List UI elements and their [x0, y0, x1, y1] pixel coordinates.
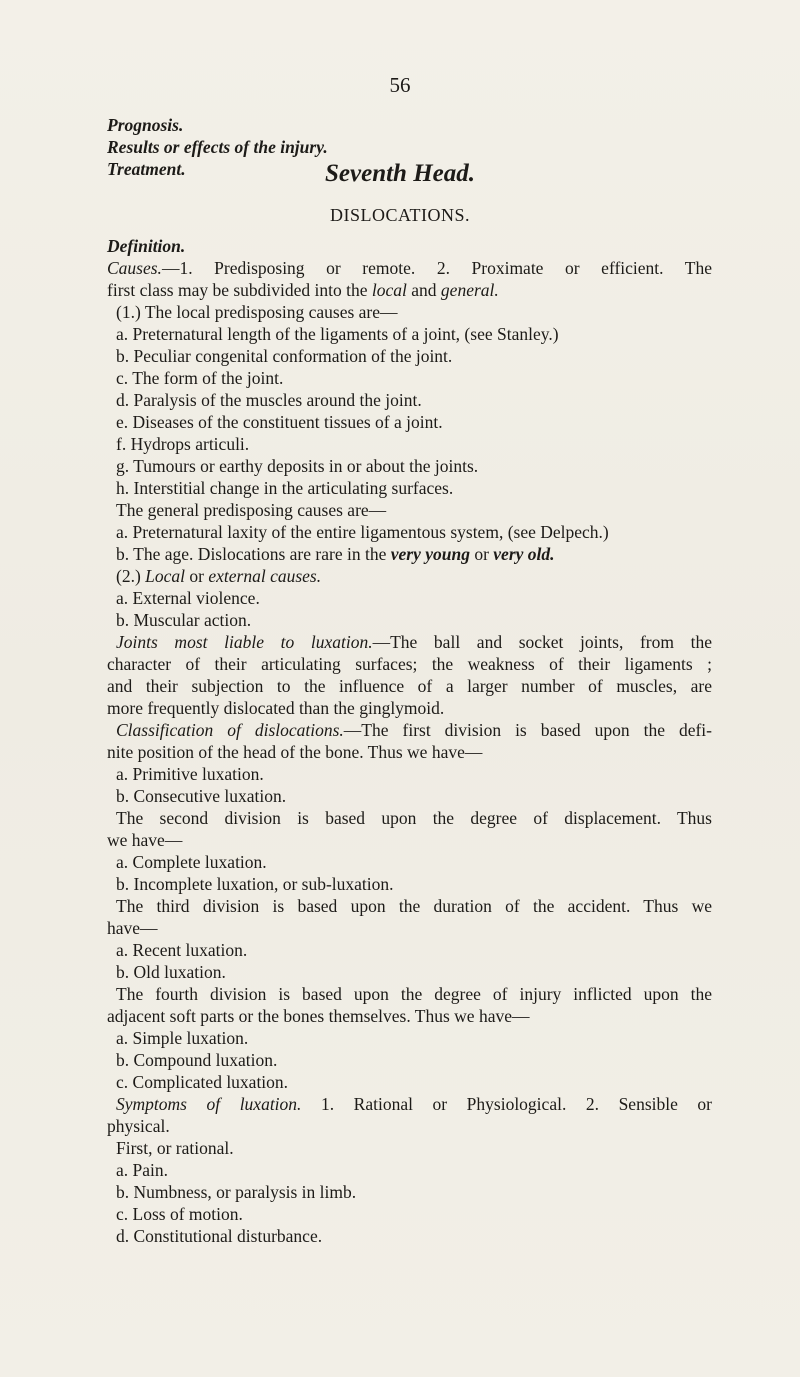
- classification-label: Classification of dislocations.: [116, 720, 344, 740]
- general-causes-heading: The general predisposing causes are—: [116, 500, 387, 520]
- joints-label: Joints most liable to luxation.: [116, 632, 373, 652]
- list-item: b. Consecutive luxation.: [116, 786, 287, 806]
- prognosis-heading: Prognosis.: [107, 115, 184, 135]
- symptoms-label: Symptoms of luxation.: [116, 1094, 302, 1114]
- rational-heading: First, or rational.: [116, 1138, 234, 1158]
- external-causes-heading: (2.) Local or external causes.: [116, 566, 322, 586]
- causes-line-2: first class may be subdivided into the local and general.: [107, 280, 499, 300]
- list-item: a. Preternatural laxity of the entire ligamentous system, (see Delpech.): [116, 522, 609, 542]
- joints-line-2: character of their articulating surfaces; the weakness of their ligaments ;: [107, 654, 712, 674]
- list-item: a. Recent luxation.: [116, 940, 248, 960]
- list-item: f. Hydrops articuli.: [116, 434, 250, 454]
- list-item: b. Old luxation.: [116, 962, 226, 982]
- list-item: a. Complete luxation.: [116, 852, 267, 872]
- classification-line-2: nite position of the head of the bone. Thus we have—: [107, 742, 483, 762]
- list-item: g. Tumours or earthy deposits in or about the joints.: [116, 456, 479, 476]
- local-causes-heading: (1.) The local predisposing causes are—: [116, 302, 398, 322]
- joints-line-3: and their subjection to the influence of a larger number of muscles, are: [107, 676, 712, 696]
- fourth-division-line-1: The fourth division is based upon the degree of injury inflicted upon the: [116, 984, 712, 1004]
- section-title: Seventh Head.: [325, 160, 475, 187]
- list-item: a. Pain.: [116, 1160, 169, 1180]
- list-item: b. Peculiar congenital conformation of the joint.: [116, 346, 453, 366]
- definition-heading: Definition.: [107, 236, 186, 256]
- symptoms-line-2: physical.: [107, 1116, 170, 1136]
- list-item: a. Simple luxation.: [116, 1028, 249, 1048]
- third-division-line-2: have—: [107, 918, 158, 938]
- list-item: a. External violence.: [116, 588, 260, 608]
- classification-line-1: Classification of dislocations.—The first division is based upon the defi-: [116, 720, 712, 740]
- fourth-division-line-2: adjacent soft parts or the bones themselves. Thus we have—: [107, 1006, 530, 1026]
- list-item: d. Constitutional disturbance.: [116, 1226, 323, 1246]
- list-item: c. The form of the joint.: [116, 368, 284, 388]
- list-item: a. Preternatural length of the ligaments of a joint, (see Stanley.): [116, 324, 559, 344]
- list-item: c. Complicated luxation.: [116, 1072, 289, 1092]
- causes-line-1: Causes.—1. Predisposing or remote. 2. Proximate or efficient. The: [107, 258, 712, 278]
- list-item: h. Interstitial change in the articulating surfaces.: [116, 478, 454, 498]
- list-item: e. Diseases of the constituent tissues of a joint.: [116, 412, 443, 432]
- third-division-line-1: The third division is based upon the duration of the accident. Thus we: [116, 896, 712, 916]
- list-item: b. Muscular action.: [116, 610, 252, 630]
- second-division-line-1: The second division is based upon the degree of displacement. Thus: [116, 808, 712, 828]
- list-item: c. Loss of motion.: [116, 1204, 243, 1224]
- results-heading: Results or effects of the injury.: [107, 137, 328, 157]
- symptoms-line-1: Symptoms of luxation. 1. Rational or Physiological. 2. Sensible or: [116, 1094, 713, 1114]
- chapter-title: DISLOCATIONS.: [329, 205, 470, 225]
- joints-line-4: more frequently dislocated than the ginglymoid.: [107, 698, 445, 718]
- list-item: d. Paralysis of the muscles around the joint.: [116, 390, 422, 410]
- causes-label: Causes.: [107, 258, 162, 278]
- list-item: b. Incomplete luxation, or sub-luxation.: [116, 874, 394, 894]
- list-item: b. Compound luxation.: [116, 1050, 278, 1070]
- treatment-heading: Treatment.: [107, 159, 186, 179]
- second-division-line-2: we have—: [107, 830, 183, 850]
- list-item: b. The age. Dislocations are rare in the very young or very old.: [116, 544, 555, 564]
- page-number: 56: [389, 73, 411, 97]
- list-item: b. Numbness, or paralysis in limb.: [116, 1182, 357, 1202]
- joints-line-1: Joints most liable to luxation.—The ball and socket joints, from the: [116, 632, 712, 652]
- list-item: a. Primitive luxation.: [116, 764, 264, 784]
